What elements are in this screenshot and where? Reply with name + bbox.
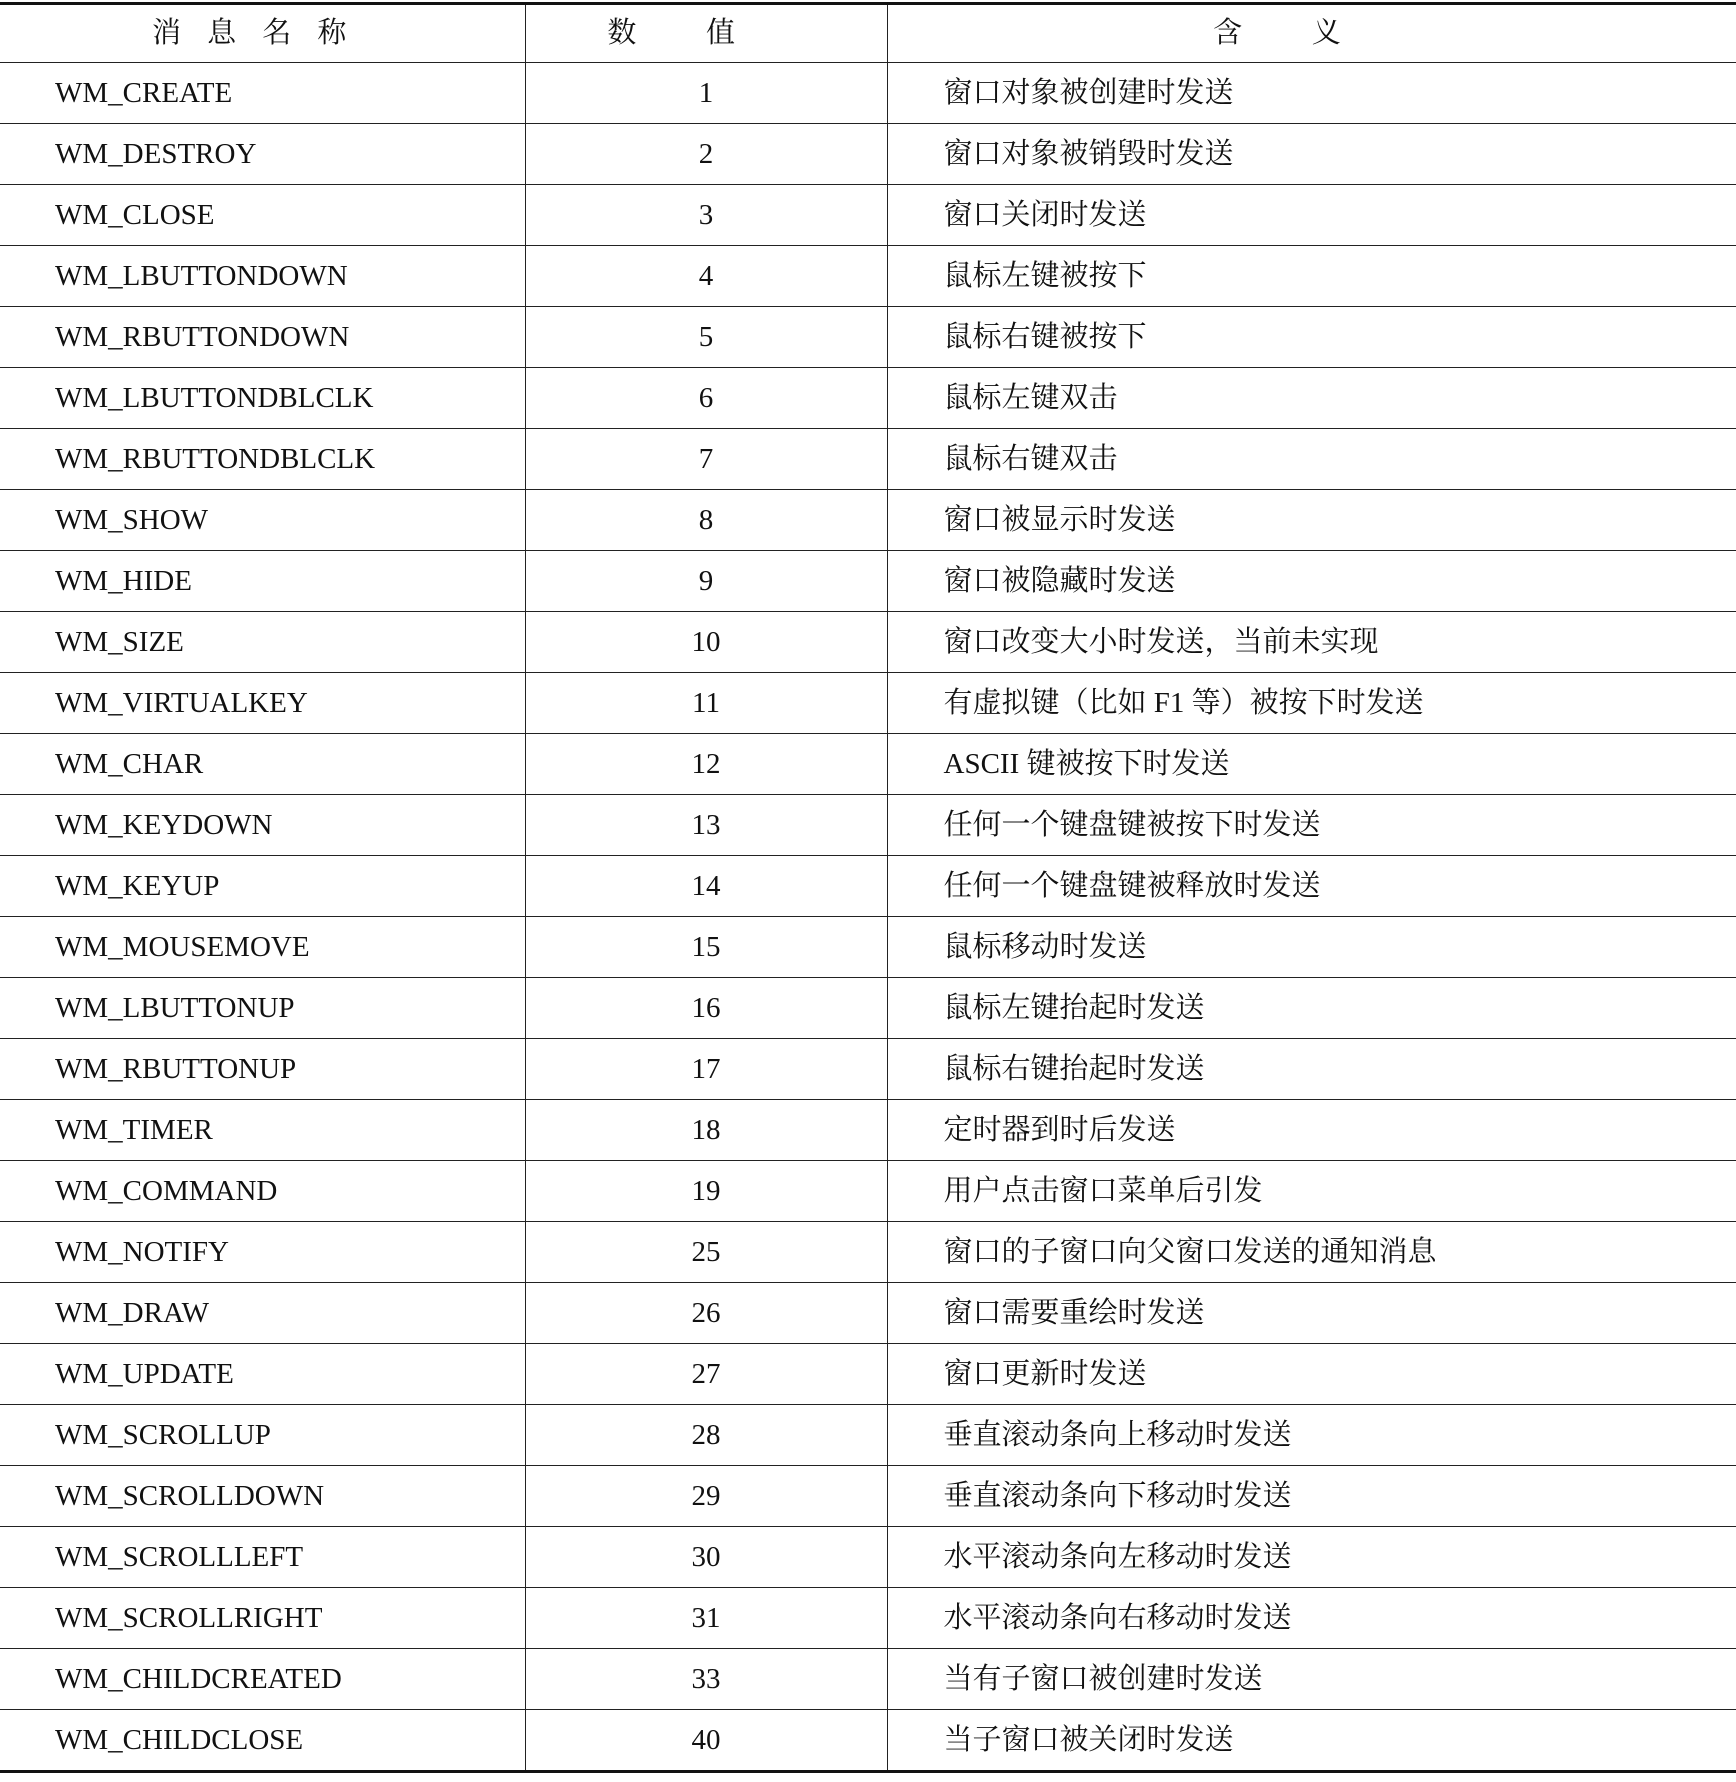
message-name-cell: WM_SCROLLUP [0,1405,525,1466]
message-name-cell: WM_SCROLLDOWN [0,1466,525,1527]
table-row [0,734,1736,795]
table-row [0,1527,1736,1588]
message-meaning-cell: 窗口对象被创建时发送 [887,63,1736,124]
message-name-cell: WM_NOTIFY [0,1222,525,1283]
header-row [0,4,1736,63]
message-meaning-cell: 窗口对象被销毁时发送 [887,124,1736,185]
table-row [0,1100,1736,1161]
message-value-cell: 16 [525,978,887,1039]
message-name-cell: WM_CHAR [0,734,525,795]
table-row [0,1222,1736,1283]
message-meaning-cell: 窗口关闭时发送 [887,185,1736,246]
message-name-cell: WM_RBUTTONDBLCLK [0,429,525,490]
message-name-cell: WM_KEYUP [0,856,525,917]
table-row [0,795,1736,856]
message-value-cell: 5 [525,307,887,368]
message-name-cell: WM_TIMER [0,1100,525,1161]
message-name-cell: WM_CHILDCREATED [0,1649,525,1710]
message-value-cell: 2 [525,124,887,185]
table-row [0,917,1736,978]
message-name-cell: WM_DESTROY [0,124,525,185]
message-name-cell: WM_DRAW [0,1283,525,1344]
table-row [0,63,1736,124]
message-meaning-cell: 垂直滚动条向上移动时发送 [887,1405,1736,1466]
message-name-cell: WM_LBUTTONDOWN [0,246,525,307]
table-row [0,307,1736,368]
message-name-cell: WM_RBUTTONUP [0,1039,525,1100]
table-row [0,185,1736,246]
message-meaning-cell: 当有子窗口被创建时发送 [887,1649,1736,1710]
message-name-cell: WM_SIZE [0,612,525,673]
table-row [0,124,1736,185]
message-meaning-cell: 窗口被隐藏时发送 [887,551,1736,612]
message-value-cell: 18 [525,1100,887,1161]
message-value-cell: 6 [525,368,887,429]
message-value-cell: 31 [525,1588,887,1649]
message-meaning-cell: 用户点击窗口菜单后引发 [887,1161,1736,1222]
message-value-cell: 3 [525,185,887,246]
message-value-cell: 19 [525,1161,887,1222]
table-row [0,1649,1736,1710]
message-meaning-cell: 窗口被显示时发送 [887,490,1736,551]
message-meaning-cell: 鼠标左键被按下 [887,246,1736,307]
message-value-cell: 29 [525,1466,887,1527]
message-name-cell: WM_CHILDCLOSE [0,1710,525,1772]
message-meaning-cell: 鼠标右键抬起时发送 [887,1039,1736,1100]
message-meaning-cell: 水平滚动条向左移动时发送 [887,1527,1736,1588]
message-name-cell: WM_HIDE [0,551,525,612]
message-name-cell: WM_RBUTTONDOWN [0,307,525,368]
table-row [0,673,1736,734]
table-row [0,856,1736,917]
message-meaning-cell: 当子窗口被关闭时发送 [887,1710,1736,1772]
message-meaning-cell: 垂直滚动条向下移动时发送 [887,1466,1736,1527]
table-header [0,4,1736,63]
message-value-cell: 9 [525,551,887,612]
message-name-cell: WM_LBUTTONDBLCLK [0,368,525,429]
table-row [0,1405,1736,1466]
header-meaning [887,4,1736,63]
message-name-cell: WM_KEYDOWN [0,795,525,856]
message-value-cell: 7 [525,429,887,490]
header-message-name [0,4,525,63]
message-meaning-cell: 鼠标左键双击 [887,368,1736,429]
message-meaning-cell: 水平滚动条向右移动时发送 [887,1588,1736,1649]
message-value-cell: 15 [525,917,887,978]
table-row [0,1588,1736,1649]
header-message-name-label: 消息名称 [152,17,373,49]
message-meaning-cell: 任何一个键盘键被释放时发送 [887,856,1736,917]
table-row [0,1039,1736,1100]
message-name-cell: WM_SCROLLRIGHT [0,1588,525,1649]
table-row [0,490,1736,551]
table-row [0,551,1736,612]
message-value-cell: 33 [525,1649,887,1710]
message-name-cell: WM_SCROLLLEFT [0,1527,525,1588]
message-value-cell: 25 [525,1222,887,1283]
message-value-cell: 27 [525,1344,887,1405]
message-name-cell: WM_SHOW [0,490,525,551]
table-row [0,1344,1736,1405]
message-meaning-cell: 鼠标右键被按下 [887,307,1736,368]
table-row [0,978,1736,1039]
table-row [0,429,1736,490]
message-value-cell: 28 [525,1405,887,1466]
message-name-cell: WM_CREATE [0,63,525,124]
message-name-cell: WM_LBUTTONUP [0,978,525,1039]
table-row [0,368,1736,429]
message-name-cell: WM_VIRTUALKEY [0,673,525,734]
message-value-cell: 4 [525,246,887,307]
message-value-cell: 12 [525,734,887,795]
message-meaning-cell: ASCII 键被按下时发送 [887,734,1736,795]
message-value-cell: 11 [525,673,887,734]
header-meaning-label: 含义 [1213,17,1411,49]
message-table [0,2,1736,1773]
header-value [525,4,887,63]
message-meaning-cell: 鼠标左键抬起时发送 [887,978,1736,1039]
table-body [0,63,1736,1772]
message-name-cell: WM_UPDATE [0,1344,525,1405]
message-meaning-cell: 窗口改变大小时发送，当前未实现 [887,612,1736,673]
message-meaning-cell: 鼠标右键双击 [887,429,1736,490]
message-meaning-cell: 任何一个键盘键被按下时发送 [887,795,1736,856]
message-name-cell: WM_CLOSE [0,185,525,246]
message-name-cell: WM_COMMAND [0,1161,525,1222]
table-row [0,1161,1736,1222]
message-value-cell: 17 [525,1039,887,1100]
table-row [0,1710,1736,1772]
table-row [0,1466,1736,1527]
message-meaning-cell: 有虚拟键（比如 F1 等）被按下时发送 [887,673,1736,734]
message-value-cell: 8 [525,490,887,551]
message-name-cell: WM_MOUSEMOVE [0,917,525,978]
table-row [0,612,1736,673]
table-row [0,246,1736,307]
message-value-cell: 10 [525,612,887,673]
message-value-cell: 13 [525,795,887,856]
message-value-cell: 14 [525,856,887,917]
message-meaning-cell: 定时器到时后发送 [887,1100,1736,1161]
message-meaning-cell: 窗口更新时发送 [887,1344,1736,1405]
message-meaning-cell: 窗口需要重绘时发送 [887,1283,1736,1344]
message-meaning-cell: 窗口的子窗口向父窗口发送的通知消息 [887,1222,1736,1283]
message-meaning-cell: 鼠标移动时发送 [887,917,1736,978]
message-value-cell: 26 [525,1283,887,1344]
header-value-label: 数值 [607,17,805,49]
message-value-cell: 40 [525,1710,887,1772]
message-value-cell: 1 [525,63,887,124]
table-row [0,1283,1736,1344]
message-value-cell: 30 [525,1527,887,1588]
